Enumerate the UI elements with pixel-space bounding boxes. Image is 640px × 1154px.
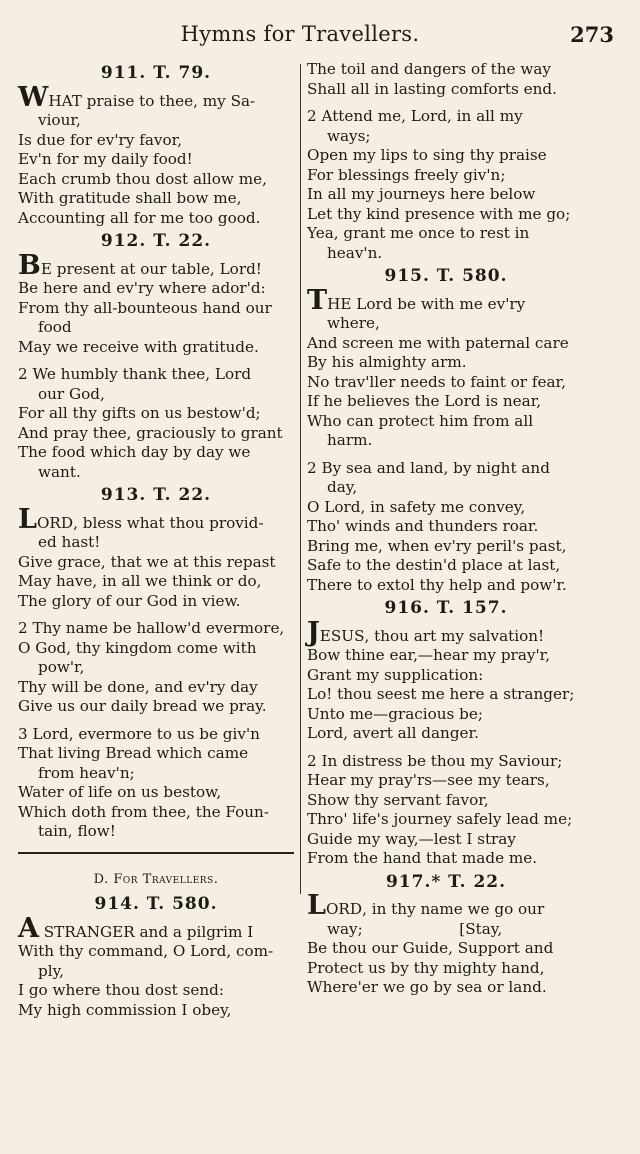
stanza-gap [18, 611, 294, 619]
hymn-914 [18, 895, 294, 1020]
running-title: Hymns for Travellers. [180, 22, 420, 46]
hymn-line: Lo! thou seest me here a stranger; [307, 685, 575, 703]
hymn-line: I go where thou dost send: [18, 981, 224, 999]
hymn-line: ways; [327, 126, 371, 145]
drop-cap: A [18, 912, 39, 944]
hymn-number: 911. T. 79. [100, 63, 212, 83]
section-heading: D. For Travellers. [93, 871, 219, 887]
hymn-line: Tho' winds and thunders roar. [307, 517, 539, 535]
small-caps-word: HAT [48, 91, 82, 110]
hymn-line: Accounting all for me too good. [18, 208, 261, 227]
hymn-line: With thy command, O Lord, com- [18, 942, 274, 960]
hymn-line: No trav'ller needs to faint or fear, [307, 372, 566, 391]
hymn-914-continued [307, 60, 585, 263]
hymn-line: O God, thy kingdom come with [18, 638, 257, 657]
stanza-gap [18, 357, 294, 365]
line-text: Lord be with me ev'ry [351, 294, 526, 313]
hymn-line: Be here and ev'ry where ador'd: [18, 279, 266, 297]
hymn-line: tain, flow! [38, 822, 116, 840]
section-rule [18, 852, 294, 854]
hymn-line: harm. [327, 431, 373, 449]
hymn-916 [307, 599, 585, 869]
hymn-line: The food which day by day we [18, 443, 251, 461]
running-header [0, 22, 640, 52]
hymn-number: 917.* T. 22. [385, 871, 507, 892]
hymn-line: from heav'n; [38, 763, 135, 782]
hymn-line: Water of life on us bestow, [18, 783, 222, 801]
hymn-line [18, 81, 294, 113]
hymn-line [18, 503, 294, 535]
hymn-line: Safe to the destin'd place at last, [307, 556, 561, 574]
hymn-line: Give us our daily bread we pray. [18, 697, 267, 715]
stanza-gap [307, 451, 585, 459]
hymn-line: 2 Attend me, Lord, in all my [307, 107, 523, 125]
hymn-line [307, 284, 585, 316]
drop-cap: T [307, 284, 328, 316]
line-text: and a pilgrim I [134, 922, 254, 941]
hymn-line: Is due for ev'ry favor, [18, 130, 183, 149]
hymn-line: 2 Thy name be hallow'd evermore, [18, 619, 285, 637]
hymn-line: Let thy kind presence with me go; [307, 204, 571, 223]
hymn-line: For all thy gifts on us bestow'd; [18, 404, 261, 422]
stanza-gap [307, 744, 585, 752]
hymn-line [18, 249, 294, 281]
small-caps-word: ORD [36, 513, 74, 532]
hymn-line: May have, in all we think or do, [18, 572, 262, 590]
hymn-line: heav'n. [327, 243, 383, 262]
hymn-917 [307, 873, 585, 998]
hymn-line [307, 616, 585, 648]
hymn-912 [18, 232, 294, 482]
hymn-line: Yea, grant me once to rest in [307, 224, 530, 242]
hymn-line: Ev'n for my daily food! [18, 150, 193, 168]
hymn-line: Who can protect him from all [307, 411, 534, 430]
hymn-913 [18, 486, 294, 842]
hymn-line: 2 In distress be thou my Saviour; [307, 751, 563, 770]
page-number: 273 [570, 22, 614, 47]
hymn-line: our God, [38, 384, 105, 403]
left-column [18, 60, 294, 1020]
small-caps-word: STRANGER [38, 922, 135, 941]
line-text: praise to thee, my Sa- [81, 91, 256, 110]
hymn-line: For blessings freely giv'n; [307, 165, 506, 184]
small-caps-word: ESUS [319, 626, 365, 645]
hymn-line: viour, [38, 111, 81, 129]
hymn-number: 912. T. 22. [100, 231, 212, 251]
hymn-line: Give grace, that we at this repast [18, 552, 276, 571]
hymn-line: Hear my pray'rs—see my tears, [307, 771, 550, 789]
hymn-line: From the hand that made me. [307, 849, 538, 867]
hymn-line: Unto me—gracious be; [307, 704, 484, 723]
hymn-line: Open my lips to sing thy praise [307, 146, 547, 164]
hymn-line: And pray thee, graciously to grant [18, 423, 283, 442]
hymn-line: 3 Lord, evermore to us be giv'n [18, 724, 260, 743]
hymn-line: The toil and dangers of the way [307, 60, 551, 78]
stanza-gap [18, 717, 294, 725]
hymn-line: 2 By sea and land, by night and [307, 458, 550, 477]
hymn-line: Show thy servant favor, [307, 790, 489, 809]
hymn-line: There to extol thy help and pow'r. [307, 575, 567, 594]
stanza-gap [307, 99, 585, 107]
drop-cap: L [18, 503, 37, 535]
small-caps-word: HE [327, 294, 352, 313]
hymn-line: Grant my supplication: [307, 665, 484, 684]
hymn-line: want. [38, 462, 81, 481]
column-divider [300, 64, 301, 894]
hymn-line: Where'er we go by sea or land. [307, 978, 547, 996]
drop-cap: W [18, 81, 49, 113]
hymn-line: Protect us by thy mighty hand, [307, 958, 545, 977]
small-caps-word: E [40, 259, 52, 278]
hymn-line: That living Bread which came [18, 744, 249, 762]
hymn-line: way; [Stay, [327, 919, 503, 938]
hymn-line: where, [327, 314, 380, 332]
hymn-line [307, 890, 585, 921]
hymn-line: Guide my way,—lest I stray [307, 829, 516, 848]
hymn-line: Be thou our Guide, Support and [307, 939, 554, 957]
hymn-line: By his almighty arm. [307, 353, 467, 371]
hymn-line: With gratitude shall bow me, [18, 189, 242, 207]
hymn-line: Lord, avert all danger. [307, 724, 479, 742]
hymn-line: Which doth from thee, the Foun- [18, 802, 269, 821]
hymn-line: O Lord, in safety me convey, [307, 497, 526, 516]
line-text: , in thy name we go our [362, 900, 545, 918]
drop-cap: L [307, 890, 326, 921]
hymn-line: The glory of our God in view. [18, 591, 241, 610]
hymn-line: day, [327, 478, 358, 496]
hymn-number: 916. T. 157. [384, 598, 508, 618]
hymn-line: From thy all-bounteous hand our [18, 298, 272, 317]
hymn-line: Each crumb thou dost allow me, [18, 169, 267, 188]
hymn-line: My high commission I obey, [18, 1000, 232, 1019]
hymn-915 [307, 267, 585, 595]
hymn-line: ply, [38, 961, 64, 980]
drop-cap: J [307, 616, 320, 648]
hymn-line [18, 912, 294, 944]
hymn-line: Bring me, when ev'ry peril's past, [307, 536, 567, 555]
hymn-line: Shall all in lasting comforts end. [307, 79, 557, 98]
hymn-line: pow'r, [38, 658, 85, 676]
hymn-line: Thy will be done, and ev'ry day [18, 677, 258, 696]
hymn-line: And screen me with paternal care [307, 333, 569, 352]
hymn-line: In all my journeys here below [307, 185, 536, 203]
hymn-line: 2 We humbly thank thee, Lord [18, 365, 252, 383]
hymn-number: 914. T. 580. [94, 894, 218, 914]
hymn-number: 913. T. 22. [100, 485, 212, 505]
hymn-line: Thro' life's journey safely lead me; [307, 810, 573, 828]
right-column [307, 60, 585, 998]
line-text: , bless what thou provid- [73, 513, 264, 532]
line-text: , thou art my salvation! [364, 626, 545, 645]
hymn-number: 915. T. 580. [384, 266, 508, 286]
hymn-line: ed hast! [38, 533, 101, 551]
hymn-line: If he believes the Lord is near, [307, 392, 542, 410]
hymn-line: food [38, 318, 72, 336]
drop-cap: B [18, 249, 41, 281]
hymn-line: Bow thine ear,—hear my pray'r, [307, 646, 551, 664]
small-caps-word: ORD [325, 900, 363, 918]
line-text: present at our table, Lord! [51, 259, 262, 278]
hymn-line: May we receive with gratitude. [18, 337, 259, 356]
hymn-911 [18, 64, 294, 228]
